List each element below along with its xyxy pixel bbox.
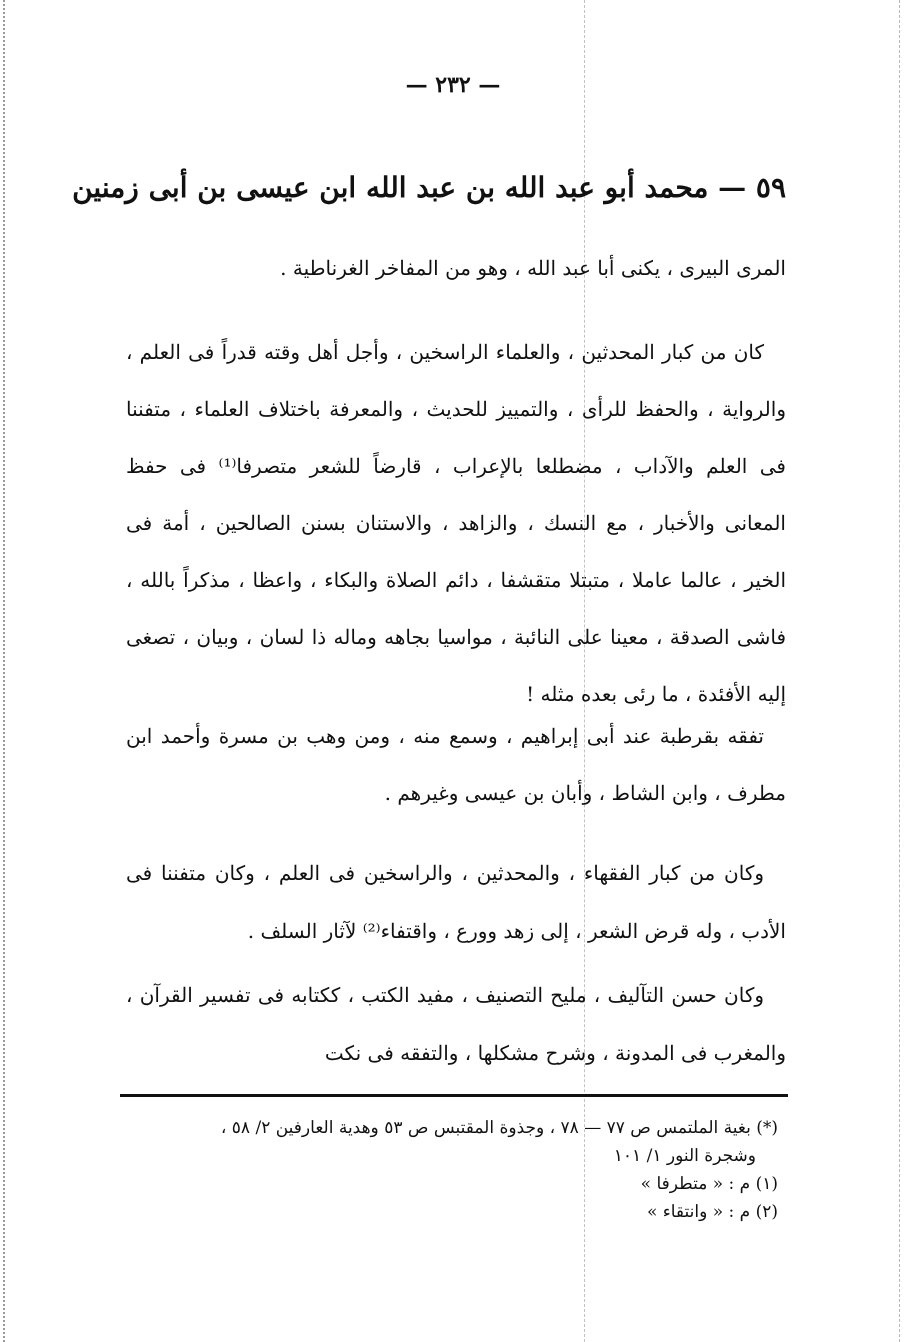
footnote-sources: (*) بغية الملتمس ص ٧٧ — ٧٨ ، وجذوة المقتبس ص ٥٣ وهدية العارفين ٢/ ٥٨ ، bbox=[220, 1118, 778, 1138]
page-number: — ٢٣٢ — bbox=[405, 72, 501, 98]
paragraph-scholarship bbox=[126, 844, 786, 960]
paragraph-biography bbox=[126, 324, 786, 723]
paragraph-works bbox=[126, 966, 786, 1082]
footnote-2: (٢) م : « وانتقاء » bbox=[646, 1202, 778, 1222]
paragraph-text: وكان من كبار الفقهاء ، والمحدثين ، والراسخين فى العلم ، وكان متفننا فى الأدب ، وله قرض الشعر ، إلى زهد وورع ، واقتفاء⁽²⁾ لآثار السلف . bbox=[126, 861, 786, 943]
paragraph-teachers bbox=[126, 708, 786, 822]
footnotes bbox=[128, 1114, 778, 1226]
footnote-sources-continued: وشجرة النور ١/ ١٠١ bbox=[613, 1146, 756, 1166]
paragraph-text: وكان حسن التآليف ، مليح التصنيف ، مفيد الكتب ، ككتابه فى تفسير القرآن ، والمغرب فى المدونة ، وشرح مشكلها ، والتفقه فى نكت bbox=[126, 983, 786, 1065]
footnote-divider bbox=[120, 1094, 788, 1097]
paragraph-text: تفقه بقرطبة عند أبى إبراهيم ، وسمع منه ، ومن وهب بن مسرة وأحمد ابن مطرف ، وابن الشاط ، وأبان بن عيسى وغيرهم . bbox=[126, 724, 786, 805]
scan-edge-right bbox=[899, 0, 900, 1342]
paragraph-text: كان من كبار المحدثين ، والعلماء الراسخين ، وأجل أهل وقته قدراً فى العلم ، والرواية ، والحفظ للرأى ، والتمييز للحديث ، والمعرفة باختلاف العلماء ، متفننا فى العلم والآداب ، مضطلعا بالإعراب ، قارضاً للشعر متصرفا⁽¹⁾ فى حفظ المعانى والأخبار ، مع النسك ، والزاهد ، والاستنان بسنن الصالحين ، أمة فى الخير ، عالما عاملا ، متبتلا متقشفا ، دائم الصلاة والبكاء ، واعظا ، مذكراً بالله ، فاشى الصدقة ، معينا على النائبة ، مواسيا بجاهه وماله ذا لسان ، وبيان ، تصغى إليه الأفئدة ، ما رئى بعده مثله ! bbox=[126, 340, 786, 706]
footnote-1: (١) م : « متطرفا » bbox=[640, 1174, 778, 1194]
scan-edge-left bbox=[3, 0, 5, 1342]
entry-heading: ٥٩ — محمد أبو عبد الله بن عبد الله ابن عيسى بن أبى زمنين bbox=[72, 171, 786, 204]
entry-subheading: المرى البيرى ، يكنى أبا عبد الله ، وهو من المفاخر الغرناطية . bbox=[280, 256, 786, 280]
